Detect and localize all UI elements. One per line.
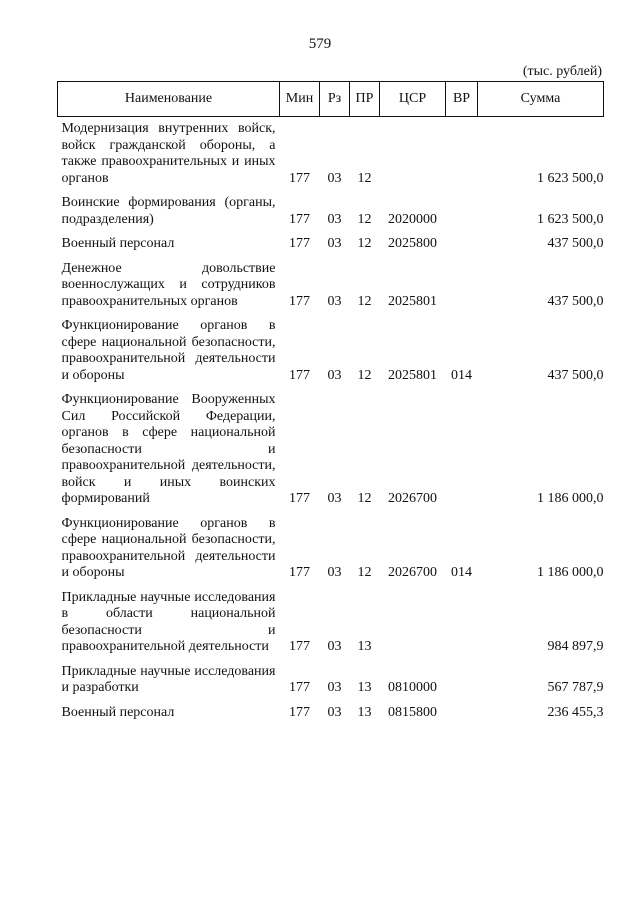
table-row <box>58 512 604 586</box>
cell-vr <box>446 586 478 660</box>
cell-csr: 0815800 <box>388 704 437 720</box>
cell-sum: 984 897,9 <box>547 639 604 654</box>
cell-name: Функционирование органов в сфере национальной безопасности, правоохранительной деятельности и обороны <box>61 318 276 383</box>
cell-sum: 1 186 000,0 <box>537 491 604 506</box>
cell-pr: 13 <box>357 680 372 695</box>
cell-rz: 03 <box>327 491 342 506</box>
cell-min: 177 <box>289 170 310 186</box>
cell-min: 177 <box>289 236 310 251</box>
cell-csr: 2025800 <box>388 236 437 251</box>
cell-csr <box>380 586 446 660</box>
cell-name: Воинские формирования (органы, подразделения) <box>61 195 276 227</box>
table-body <box>58 117 604 726</box>
cell-min: 177 <box>289 211 310 227</box>
cell-min: 177 <box>289 565 310 580</box>
cell-pr: 12 <box>357 236 372 251</box>
cell-vr <box>446 117 478 192</box>
cell-sum: 236 455,3 <box>547 704 604 720</box>
cell-min: 177 <box>289 704 310 720</box>
cell-vr: 014 <box>451 367 472 383</box>
cell-vr <box>446 660 478 701</box>
table-row <box>58 660 604 701</box>
cell-pr: 12 <box>357 565 372 580</box>
cell-rz: 03 <box>327 565 342 580</box>
table-row <box>58 701 604 726</box>
cell-pr: 12 <box>357 367 372 383</box>
cell-name: Функционирование Вооруженных Сил Российской Федерации, органов в сфере национальной безопасности и правоохранительной деятельности, войск и иных воинских формирований <box>61 392 276 506</box>
cell-vr <box>446 701 478 726</box>
cell-pr: 12 <box>357 293 372 309</box>
cell-pr: 13 <box>357 639 372 654</box>
cell-csr: 2025801 <box>388 293 437 309</box>
cell-sum: 1 186 000,0 <box>537 565 604 580</box>
cell-csr: 2026700 <box>388 565 437 580</box>
cell-rz: 03 <box>327 639 342 654</box>
cell-pr: 12 <box>357 491 372 506</box>
cell-rz: 03 <box>327 170 342 186</box>
cell-sum: 567 787,9 <box>547 680 604 695</box>
cell-name: Прикладные научные исследования и разработки <box>61 663 276 695</box>
header-name: Наименование <box>58 82 280 117</box>
table-row <box>58 191 604 232</box>
budget-table <box>57 81 604 725</box>
cell-min: 177 <box>289 491 310 506</box>
cell-vr <box>446 191 478 232</box>
table-row <box>58 314 604 388</box>
cell-sum: 1 623 500,0 <box>537 211 604 227</box>
cell-name: Денежное довольствие военнослужащих и сотрудников правоохранительных органов <box>61 260 276 309</box>
cell-rz: 03 <box>327 704 342 720</box>
cell-name: Модернизация внутренних войск, войск гражданской обороны, а также правоохранительных и иных органов <box>61 121 276 186</box>
cell-name: Военный персонал <box>61 236 175 251</box>
cell-name: Прикладные научные исследования в области национальной безопасности и правоохранительной деятельности <box>61 589 276 654</box>
cell-min: 177 <box>289 680 310 695</box>
cell-rz: 03 <box>327 236 342 251</box>
cell-min: 177 <box>289 367 310 383</box>
header-csr: ЦСР <box>380 82 446 117</box>
table-row <box>58 257 604 315</box>
header-sum: Сумма <box>478 82 604 117</box>
header-pr: ПР <box>350 82 380 117</box>
table-row <box>58 388 604 512</box>
cell-sum: 437 500,0 <box>547 367 604 383</box>
cell-rz: 03 <box>327 293 342 309</box>
cell-csr: 0810000 <box>388 680 437 695</box>
table-row <box>58 232 604 257</box>
cell-name: Военный персонал <box>61 704 175 720</box>
cell-pr: 12 <box>357 170 372 186</box>
cell-csr: 2025801 <box>388 367 437 383</box>
cell-rz: 03 <box>327 680 342 695</box>
cell-pr: 12 <box>357 211 372 227</box>
cell-sum: 1 623 500,0 <box>537 170 604 186</box>
cell-rz: 03 <box>327 367 342 383</box>
table-row <box>58 586 604 660</box>
header-min: Мин <box>280 82 320 117</box>
cell-csr: 2020000 <box>388 211 437 227</box>
cell-rz: 03 <box>327 211 342 227</box>
page-number: 579 <box>308 36 332 52</box>
cell-vr <box>446 257 478 315</box>
cell-csr <box>380 117 446 192</box>
cell-sum: 437 500,0 <box>547 293 604 309</box>
cell-vr <box>446 388 478 512</box>
table-row <box>58 117 604 192</box>
cell-min: 177 <box>289 293 310 309</box>
table-header <box>58 82 604 117</box>
cell-name: Функционирование органов в сфере национальной безопасности, правоохранительной деятельности и обороны <box>61 515 276 580</box>
cell-vr <box>446 232 478 257</box>
cell-vr: 014 <box>451 565 472 580</box>
cell-pr: 13 <box>357 704 372 720</box>
header-vr: ВР <box>446 82 478 117</box>
cell-csr: 2026700 <box>388 491 437 506</box>
units-note: (тыс. рублей) <box>522 64 602 79</box>
cell-min: 177 <box>289 639 310 654</box>
header-rz: Рз <box>320 82 350 117</box>
cell-sum: 437 500,0 <box>547 236 604 251</box>
